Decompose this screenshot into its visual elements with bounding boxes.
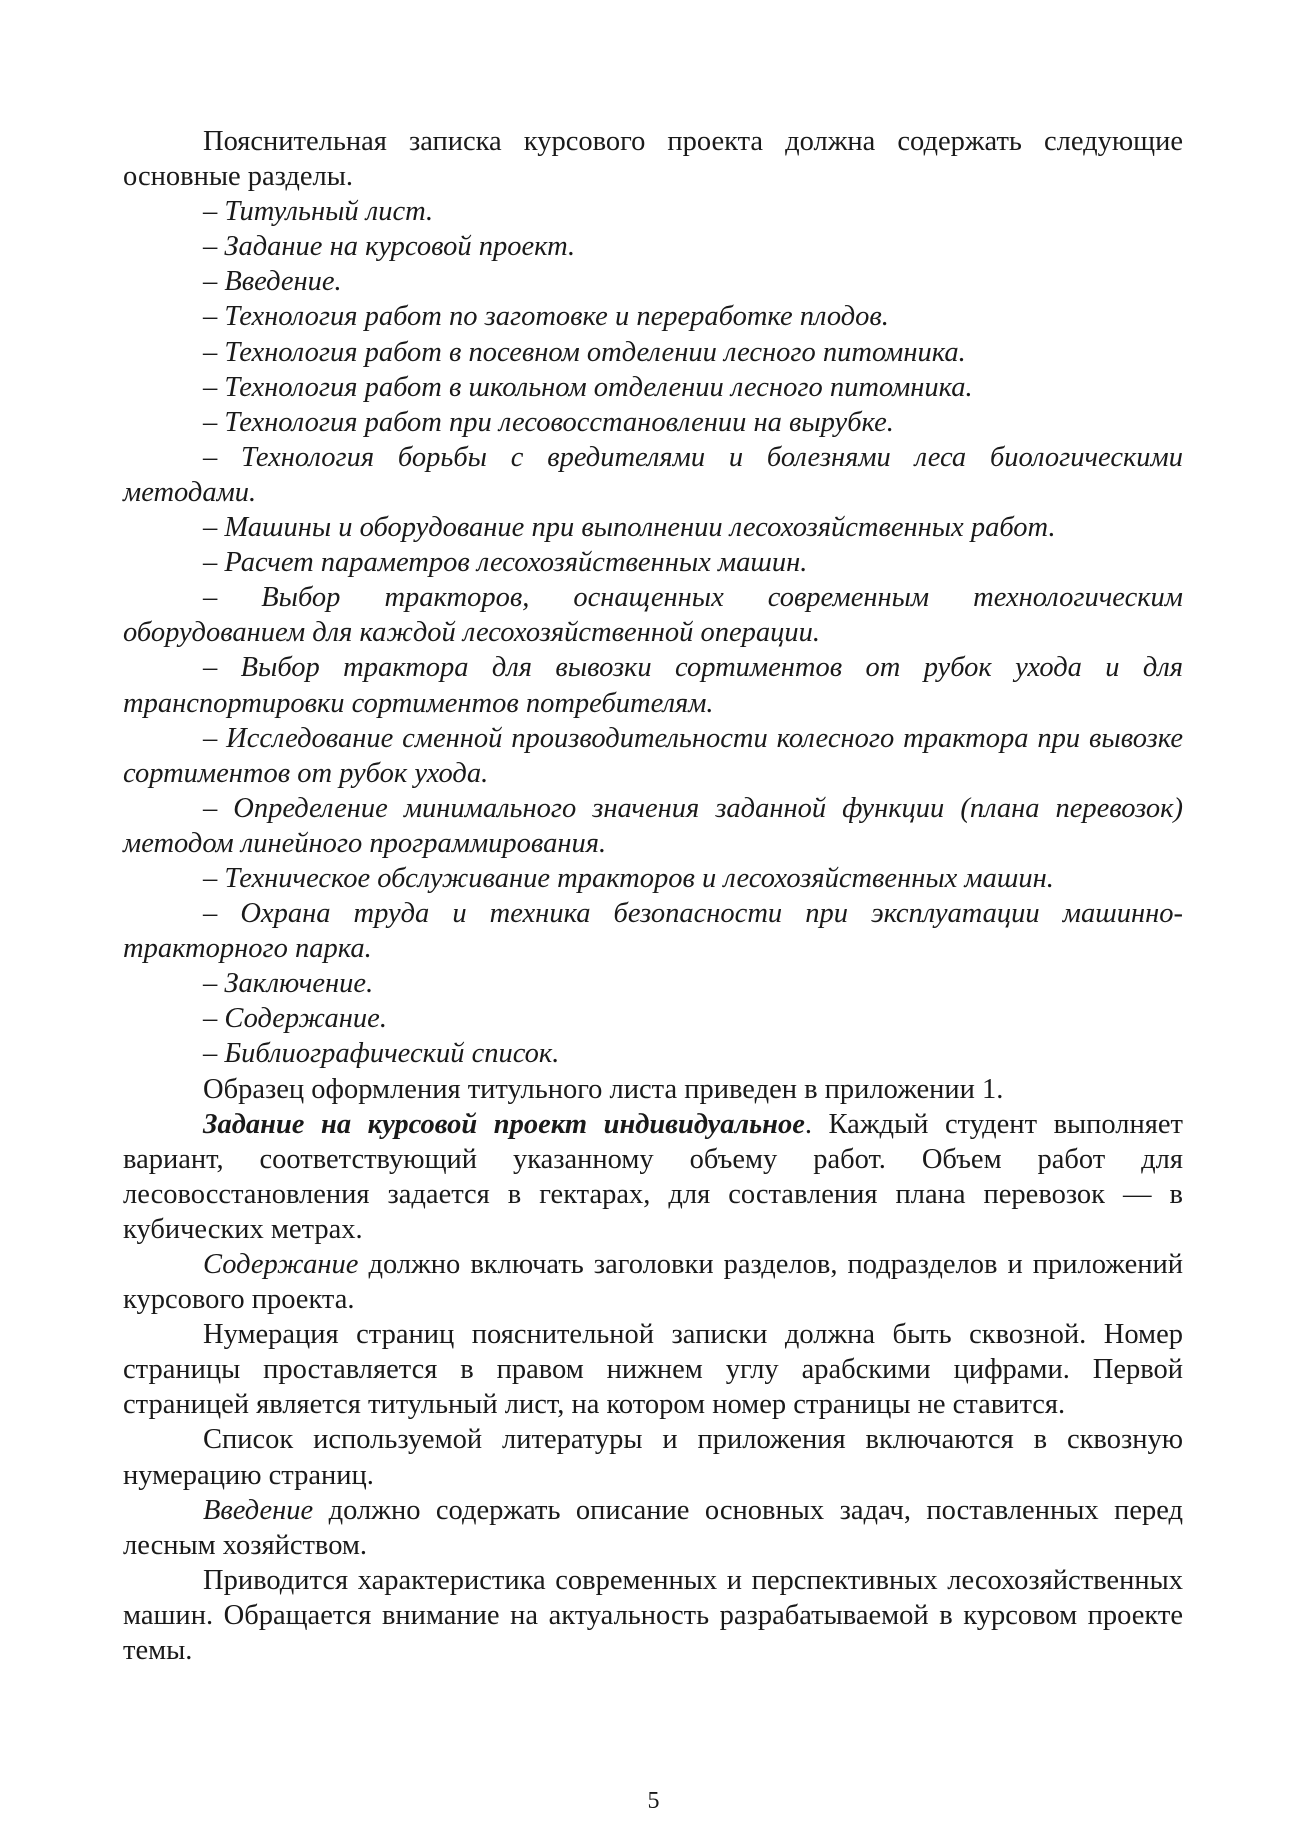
list-item: – Содержание. bbox=[203, 1003, 387, 1035]
task-emphasis: Задание на курсовой проект индивидуальное bbox=[203, 1108, 805, 1140]
list-item: – Техническое обслуживание тракторов и лесохозяйственных машин. bbox=[203, 862, 1054, 894]
list-item: – Технология работ по заготовке и переработке плодов. bbox=[203, 301, 889, 333]
list-item: – Технология работ в школьном отделении лесного питомника. bbox=[203, 371, 973, 403]
list-item: – Выбор тракторов, оснащенных современным технологическим оборудованием для каждой лесохозяйственной операции. bbox=[123, 582, 1183, 649]
list-item: – Задание на курсовой проект. bbox=[203, 231, 576, 263]
list-item: – Библиографический список. bbox=[203, 1038, 560, 1070]
introduction-paragraph bbox=[123, 1493, 1183, 1563]
list-item: – Выбор трактора для вывозки сортиментов от рубок ухода и для транспортировки сортиментов потребителям. bbox=[123, 652, 1183, 719]
title-sample-paragraph: Образец оформления титульного листа приведен в приложении 1. bbox=[203, 1073, 1004, 1105]
content-text: должно включать заголовки разделов, подразделов и приложений курсового проекта. bbox=[123, 1249, 1183, 1316]
list-item: – Технология работ в посевном отделении лесного питомника. bbox=[203, 336, 966, 368]
document-page bbox=[123, 124, 1183, 1668]
list-item: – Титульный лист. bbox=[203, 196, 434, 228]
numbering-paragraph: Нумерация страниц пояснительной записки должна быть сквозной. Номер страницы проставляется в правом нижнем углу арабскими цифрами. Первой страницей является титульный лист, на котором номер страницы не ставится. bbox=[123, 1319, 1183, 1421]
list-item: – Расчет параметров лесохозяйственных машин. bbox=[203, 547, 808, 579]
intro-paragraph: Пояснительная записка курсового проекта должна содержать следующие основные разделы. bbox=[123, 126, 1183, 193]
task-text: . Каждый студент выполняет вариант, соответствующий указанному объему работ. Объем работ для лесовосстановления задается в гектарах, для составления плана перевозок — в кубических метрах. bbox=[123, 1108, 1183, 1245]
introduction-emphasis: Введение bbox=[203, 1494, 314, 1526]
introduction-text: должно содержать описание основных задач, поставленных перед лесным хозяйством. bbox=[123, 1494, 1183, 1561]
list-item: – Охрана труда и техника безопасности при эксплуатации машинно-тракторного парка. bbox=[123, 898, 1183, 965]
characteristics-paragraph: Приводится характеристика современных и перспективных лесохозяйственных машин. Обращается внимание на актуальность разрабатываемой в курсовом проекте темы. bbox=[123, 1564, 1183, 1667]
list-item: – Заключение. bbox=[203, 968, 374, 1000]
page-number: 5 bbox=[647, 1788, 660, 1814]
list-item: – Технология работ при лесовосстановлении на вырубке. bbox=[203, 406, 894, 438]
content-paragraph bbox=[123, 1247, 1183, 1317]
list-item: – Введение. bbox=[203, 266, 342, 298]
task-paragraph bbox=[123, 1107, 1183, 1247]
list-item: – Определение минимального значения заданной функции (плана перевозок) методом линейного программирования. bbox=[123, 792, 1183, 859]
list-item: – Исследование сменной производительности колесного трактора при вывозке сортиментов от рубок ухода. bbox=[123, 722, 1183, 789]
literature-paragraph: Список используемой литературы и приложения включаются в сквозную нумерацию страниц. bbox=[123, 1424, 1183, 1491]
list-item: – Машины и оборудование при выполнении лесохозяйственных работ. bbox=[203, 512, 1056, 544]
list-item: – Технология борьбы с вредителями и болезнями леса биологическими методами. bbox=[123, 441, 1183, 508]
sections-list bbox=[123, 194, 1183, 1071]
content-emphasis: Содержание bbox=[203, 1249, 359, 1280]
